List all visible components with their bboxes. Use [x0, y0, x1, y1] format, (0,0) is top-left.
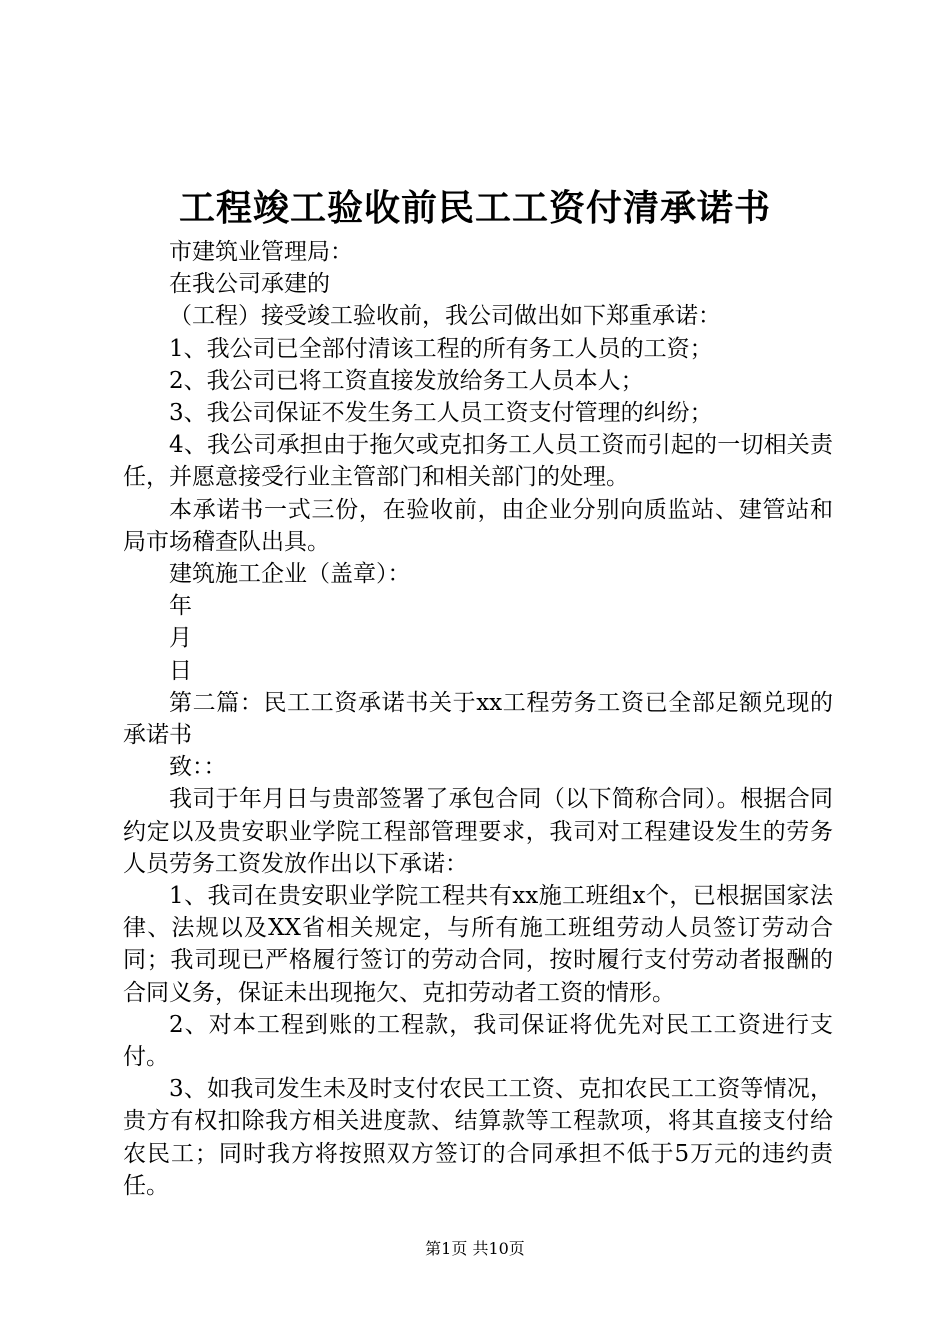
- document-body: [123, 236, 833, 1202]
- paragraph-item: 4、我公司承担由于拖欠或克扣务工人员工资而引起的一切相关责任，并愿意接受行业主管部门和相关部门的处理。: [123, 432, 833, 491]
- paragraph-signature: 建筑施工企业（盖章）：: [169, 561, 411, 588]
- paragraph: 本承诺书一式三份，在验收前，由企业分别向质监站、建管站和局市场稽查队出具。: [123, 496, 833, 555]
- paragraph: 在我公司承建的: [169, 271, 330, 298]
- paragraph-addressee: 致：：: [169, 754, 227, 781]
- paragraph-date-month: 月: [169, 625, 192, 652]
- paragraph-addressee: 市建筑业管理局：: [169, 239, 353, 265]
- paragraph-item: 3、如我司发生未及时支付农民工工资、克扣农民工工资等情况，贵方有权扣除我方相关进度款、结算款等工程款项，将其直接支付给农民工；同时我方将按照双方签订的合同承担不低于5万元的违约责任。: [123, 1076, 833, 1199]
- paragraph-item: 1、我公司已全部付清该工程的所有务工人员的工资；: [169, 335, 713, 362]
- paragraph-item: 2、我公司已将工资直接发放给务工人员本人；: [169, 367, 644, 394]
- paragraph: 我司于年月日与贵部签署了承包合同（以下简称合同）。根据合同约定以及贵安职业学院工程部管理要求，我司对工程建设发生的劳务人员劳务工资发放作出以下承诺：: [123, 786, 833, 877]
- paragraph-item: 2、对本工程到账的工程款，我司保证将优先对民工工资进行支付。: [123, 1011, 833, 1071]
- paragraph-item: 3、我公司保证不发生务工人员工资支付管理的纠纷；: [169, 400, 713, 427]
- paragraph-date-day: 日: [169, 657, 192, 684]
- paragraph-item: 1、我司在贵安职业学院工程共有xx施工班组x个，已根据国家法律、法规以及XX省相关规定，与所有施工班组劳动人员签订劳动合同；我司现已严格履行签订的劳动合同，按时履行支付劳动者报酬的合同义务，保证未出现拖欠、克扣劳动者工资的情形。: [123, 883, 833, 1006]
- paragraph-date-year: 年: [169, 593, 192, 620]
- paragraph: （工程）接受竣工验收前，我公司做出如下郑重承诺：: [169, 303, 721, 330]
- page-footer: 第1页 共10页: [425, 1239, 525, 1258]
- paragraph-section-heading: 第二篇：民工工资承诺书关于xx工程劳务工资已全部足额兑现的承诺书: [123, 689, 833, 749]
- document-title: 工程竣工验收前民工工资付清承诺书: [178, 187, 771, 229]
